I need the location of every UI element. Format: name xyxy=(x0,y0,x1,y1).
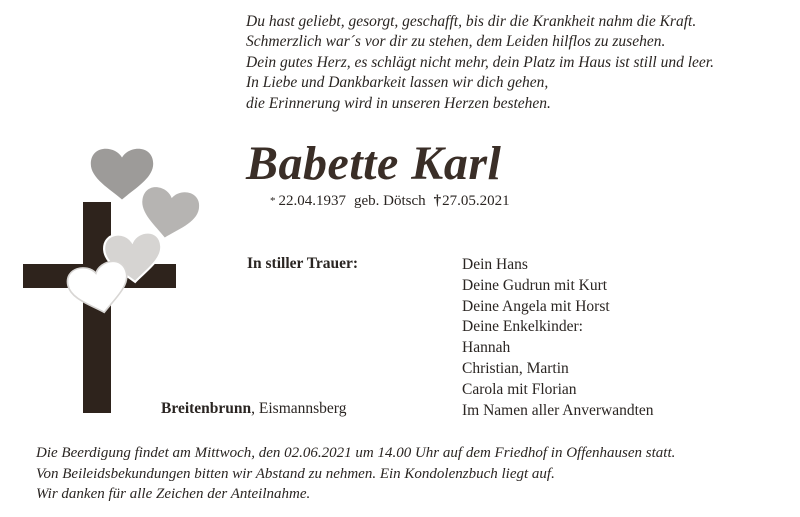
heart-icon xyxy=(91,149,153,200)
funeral-notice xyxy=(36,443,786,505)
mourner: Im Namen aller Anverwandten xyxy=(462,401,654,419)
maiden-name: geb. Dötsch xyxy=(354,193,426,209)
place xyxy=(161,400,346,418)
poem-line: Schmerzlich war´s vor dir zu stehen, dem Leiden hilflos zu zusehen. xyxy=(246,33,666,51)
place-primary: Breitenbrunn xyxy=(161,400,252,417)
poem xyxy=(246,12,786,114)
mourner: Deine Gudrun mit Kurt xyxy=(462,276,608,294)
mourners-list xyxy=(462,255,654,421)
notice-line: Wir danken für alle Zeichen der Anteilnahme. xyxy=(36,486,311,503)
poem-line: die Erinnerung wird in unseren Herzen bestehen. xyxy=(246,94,551,112)
notice-line: Die Beerdigung findet am Mittwoch, den 02.06.2021 um 14.00 Uhr auf dem Friedhof in Offenhausen statt. xyxy=(36,445,676,461)
birth-star-icon: * xyxy=(270,195,276,207)
mourning-label: In stiller Trauer: xyxy=(247,255,359,272)
place-secondary: , Eismannsberg xyxy=(251,400,347,417)
mourner: Hannah xyxy=(462,339,511,357)
poem-line: Du hast geliebt, gesorgt, geschafft, bis dir die Krankheit nahm die Kraft. xyxy=(246,13,697,30)
mourner: Carola mit Florian xyxy=(462,380,577,398)
mourner: Deine Angela mit Horst xyxy=(462,297,610,315)
notice-line: Von Beileidsbekundungen bitten wir Abstand zu nehmen. Ein Kondolenzbuch liegt auf. xyxy=(36,465,555,482)
deceased-name: Babette Karl xyxy=(246,137,502,190)
birth-date: 22.04.1937 xyxy=(278,193,346,209)
poem-line: Dein gutes Herz, es schlägt nicht mehr, dein Platz im Haus ist still und leer. xyxy=(246,53,714,71)
poem-line: In Liebe und Dankbarkeit lassen wir dich gehen, xyxy=(246,74,549,92)
mourner: Christian, Martin xyxy=(462,359,569,377)
mourner: Dein Hans xyxy=(462,256,528,273)
death-date: 27.05.2021 xyxy=(442,193,510,209)
mourner: Deine Enkelkinder: xyxy=(462,318,583,336)
life-dates xyxy=(270,193,510,210)
death-cross-icon: † xyxy=(433,193,442,209)
